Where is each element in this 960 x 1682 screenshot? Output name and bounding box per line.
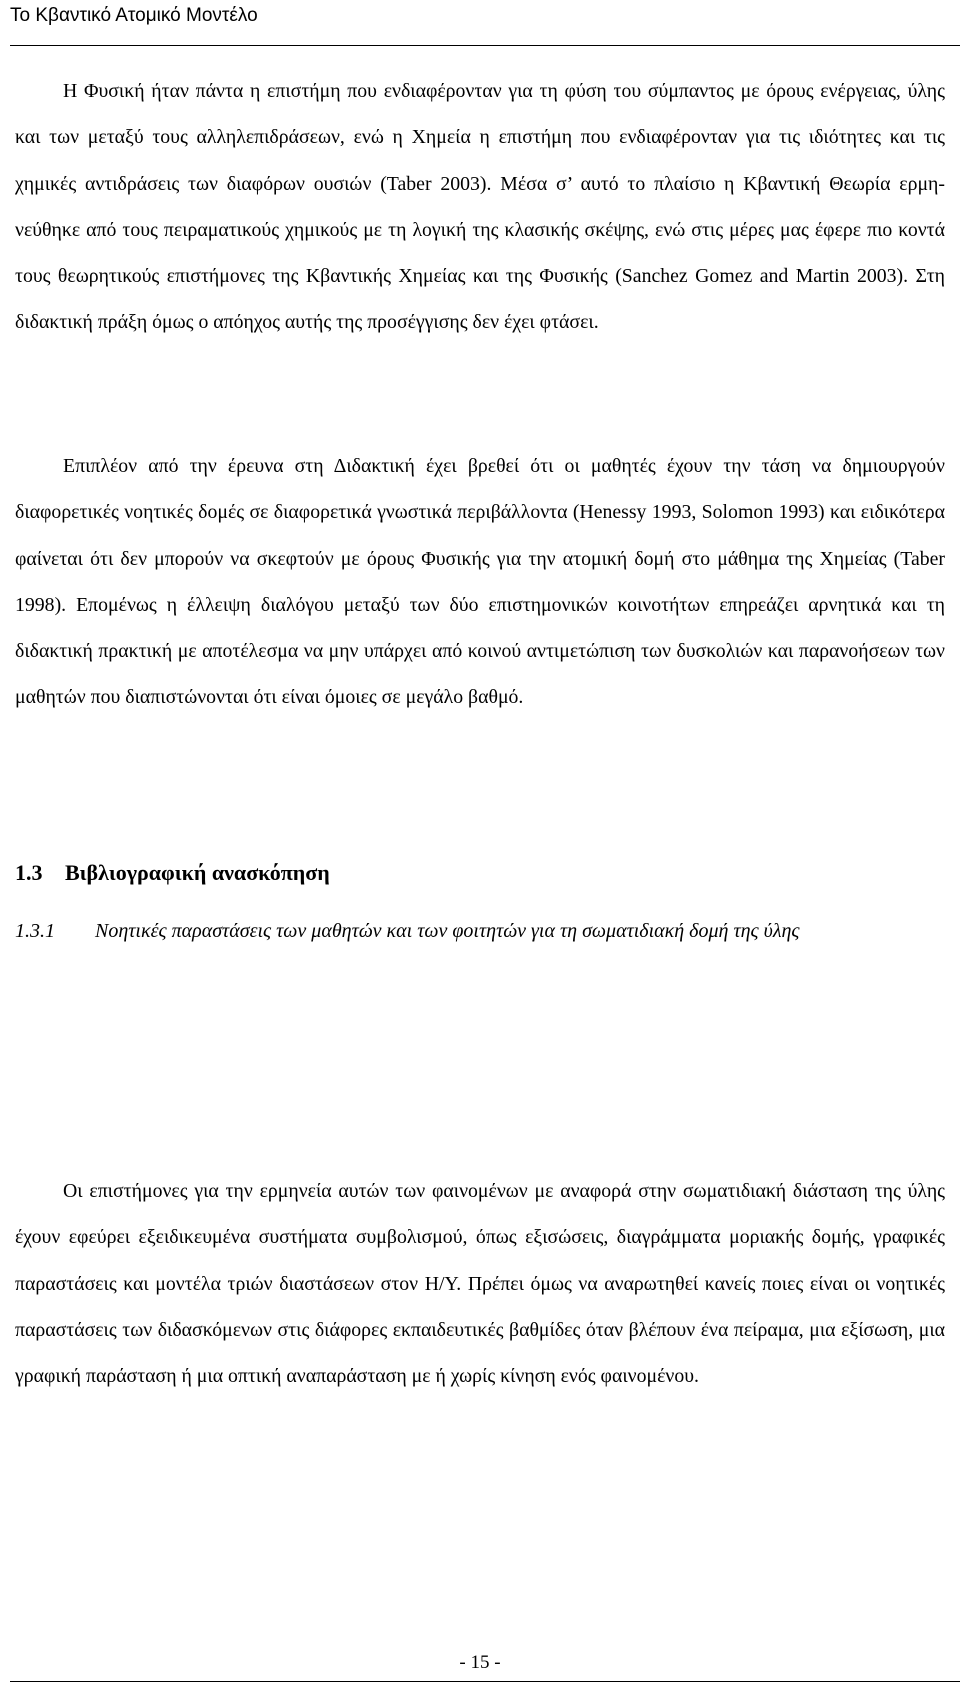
- body-paragraph-3: Οι επιστήμονες για την ερμηνεία αυτών των φαινομένων με αναφορά στην σωματιδιακή διάσταση της ύλης έχουν εφεύρει εξειδικευμένα συστήματα συμβολισμού, όπως εξισώσεις, διαγράμματα μοριακής δομής, γραφικές παραστάσεις και μοντέλα τριών διαστάσεων στον Η/Υ. Πρέπει όμως να αναρωτηθεί κανείς ποιες είναι οι νοητικές παραστάσεις των διδασκόμενων στις διάφορες εκπαιδευτικές βαθμίδες όταν βλέπουν ένα πείραμα, μια εξίσωση, μια γραφική παράσταση ή μια οπτική αναπαράσταση με ή χωρίς κίνηση ενός φαινομένου.: [15, 1180, 945, 1388]
- subsection-number: 1.3.1: [15, 920, 55, 942]
- section-title: Βιβλιογραφική ανασκόπηση: [65, 860, 330, 885]
- body-paragraph-2: Επιπλέον από την έρευνα στη Διδακτική έχει βρεθεί ότι οι μαθητές έχουν την τάση να δημιουργούν διαφορετικές νοητικές δομές σε διαφορετικά γνωστικά περιβάλλοντα (Henessy 1993, Solomon 1993) και ειδικότερα φαίνεται ότι δεν μπορούν να σκεφτούν με όρους Φυσικής για την ατομική δομή στο μάθημα της Χημείας (Taber 1998). Επομένως η έλλειψη διαλόγου μεταξύ των δύο επιστημονικών κοινοτήτων επηρεάζει αρνητικά και τη διδακτική πρακτική με αποτέλεσμα να μην υπάρχει από κοινού αντιμετώπιση των δυσκολιών και παρανοήσεων των μαθητών που διαπιστώνονται ότι είναι όμοιες σε μεγάλο βαθμό.: [15, 455, 945, 709]
- running-header-title: Το Κβαντικό Ατομικό Μοντέλο: [10, 5, 258, 26]
- header-divider: [10, 45, 960, 46]
- subsection-heading: [15, 908, 945, 954]
- page-number: - 15 -: [459, 1652, 501, 1673]
- section-heading: [15, 858, 330, 888]
- section-number: 1.3: [15, 860, 43, 885]
- subsection-title: Νοητικές παραστάσεις των μαθητών και των φοιτητών για τη σωματιδιακή δομή της ύλης: [95, 920, 800, 942]
- body-paragraph-1: Η Φυσική ήταν πάντα η επιστήμη που ενδιαφέρονταν για τη φύση του σύμπαντος με όρους ενέργειας, ύλης και των μεταξύ τους αλληλεπιδράσεων, ενώ η Χημεία η επιστήμη που ενδιαφέρονταν για τις ιδιότητες και τις χημικές αντιδράσεις των διαφόρων ουσιών (Taber 2003). Μέσα σ’ αυτό το πλαίσιο η Κβαντική Θεωρία ερμηνεύθηκε από τους πειραματικούς χημικούς με τη λογική της κλασικής σκέψης, ενώ στις μέρες μας έφερε πιο κοντά τους θεωρητικούς επιστήμονες της Κβαντικής Χημείας και της Φυσικής (Sanchez Gomez and Martin 2003). Στη διδακτική πράξη όμως ο απόηχος αυτής της προσέγγισης δεν έχει φτάσει.: [15, 80, 945, 334]
